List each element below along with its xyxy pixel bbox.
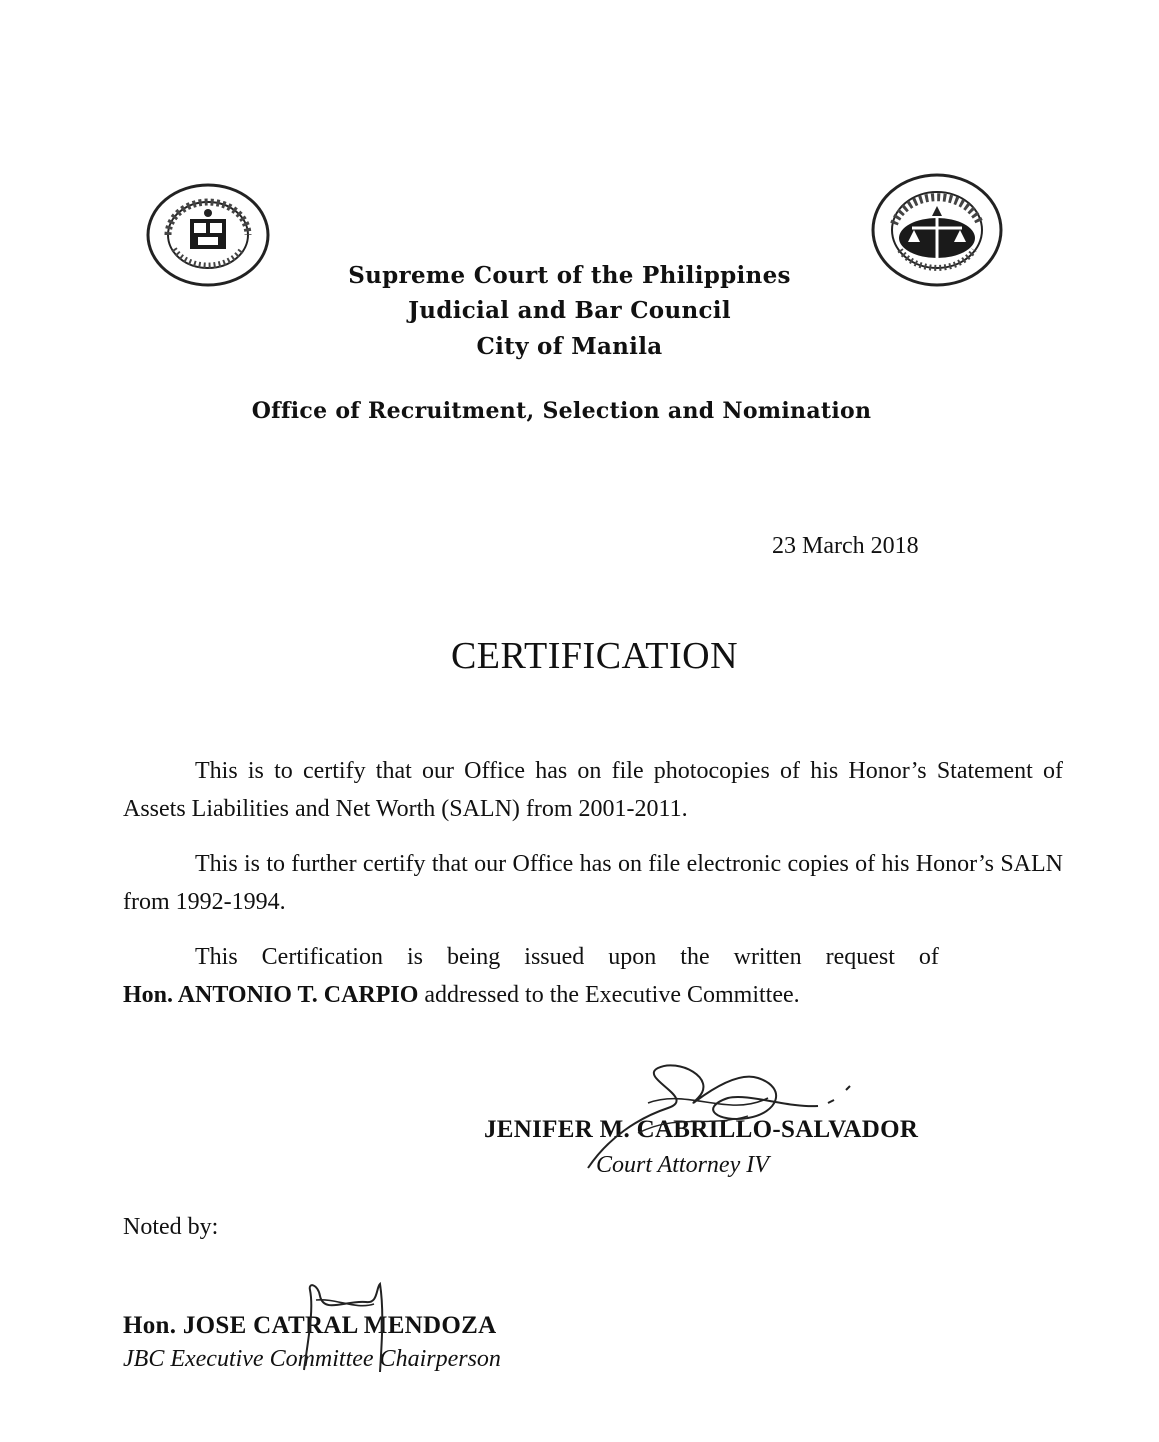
paragraph-3-lead: This Certification is being issued upon the written request of bbox=[195, 944, 939, 970]
certification-paragraph-1 bbox=[123, 752, 1063, 828]
chairperson-title: JBC Executive Committee Chairperson bbox=[123, 1346, 501, 1372]
chairperson-name: Hon. JOSE CATRAL MENDOZA bbox=[123, 1312, 497, 1339]
paragraph-2-text: This is to further certify that our Office has on file electronic copies of his Honor’s SALN from 1992-1994. bbox=[123, 851, 1063, 915]
document-title: CERTIFICATION bbox=[450, 635, 739, 677]
certification-paragraph-3 bbox=[123, 938, 1063, 1014]
signatory-name: JENIFER M. CABRILLO-SALVADOR bbox=[484, 1116, 919, 1143]
certification-paragraph-2 bbox=[123, 845, 1063, 921]
paragraph-3-tail: addressed to the Executive Committee. bbox=[424, 982, 800, 1008]
city-heading: City of Manila bbox=[476, 333, 663, 360]
requester-name: Hon. ANTONIO T. CARPIO bbox=[123, 982, 419, 1008]
paragraph-1-text: This is to certify that our Office has on file photocopies of his Honor’s Statement of Assets Liabilities and Net Worth (SALN) from 2001-2011. bbox=[123, 758, 1063, 822]
office-heading: Office of Recruitment, Selection and Nomination bbox=[251, 398, 872, 424]
court-name-heading: Supreme Court of the Philippines bbox=[348, 262, 791, 289]
document-date: 23 March 2018 bbox=[772, 533, 919, 559]
noted-by-label: Noted by: bbox=[123, 1214, 219, 1240]
council-name-heading: Judicial and Bar Council bbox=[408, 297, 731, 324]
signatory-title: Court Attorney IV bbox=[596, 1152, 769, 1178]
